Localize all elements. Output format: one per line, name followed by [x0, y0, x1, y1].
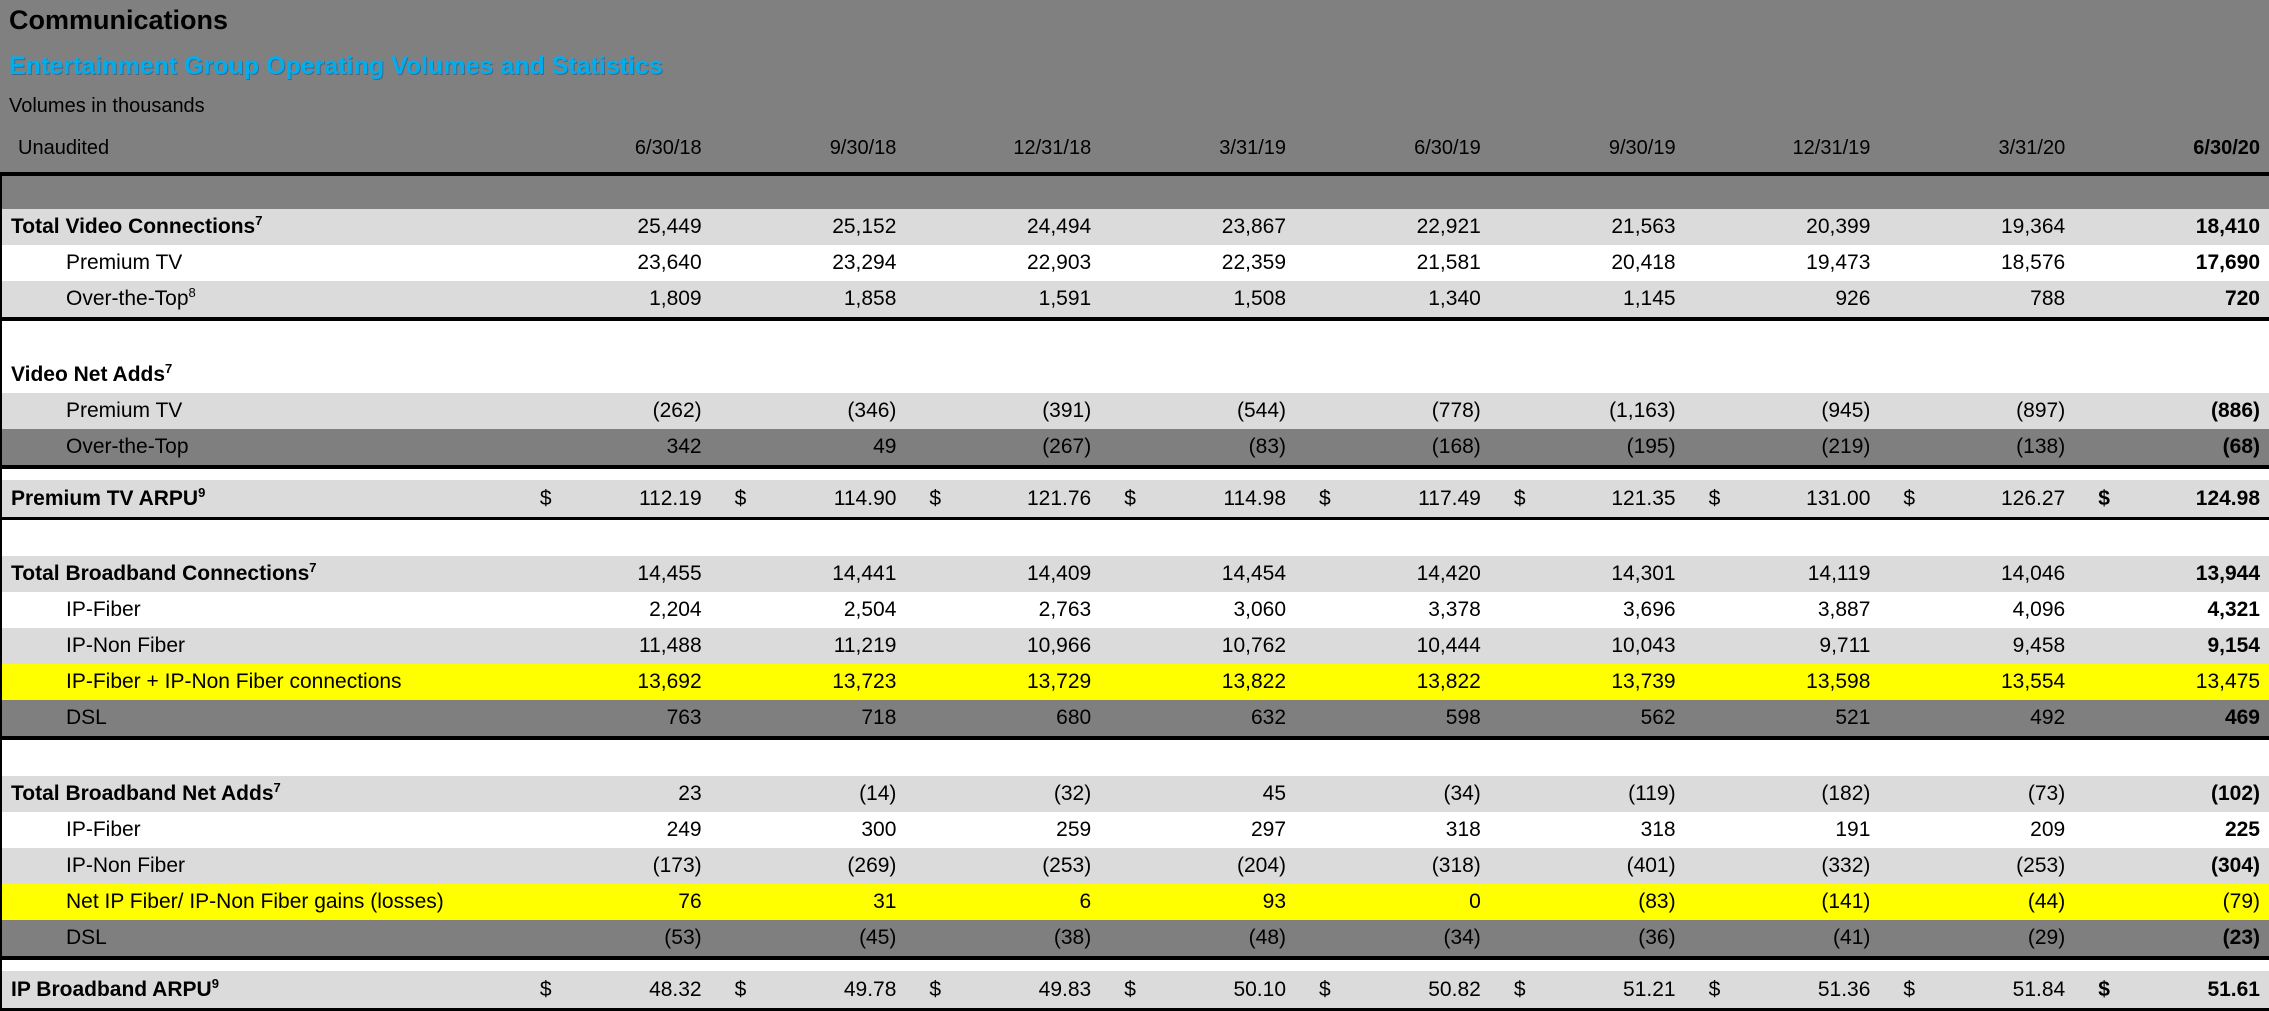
cell-value: (53) — [664, 926, 702, 949]
spacer-row — [2, 469, 2269, 480]
cell-value: (138) — [2016, 435, 2066, 458]
cell-value: 25,449 — [637, 215, 702, 238]
row-label: IP-Non Fiber — [66, 854, 186, 877]
cell-value: 680 — [1056, 706, 1092, 729]
cell-value: (14) — [859, 782, 897, 805]
cell-value: (141) — [1821, 890, 1871, 913]
spacer-row — [2, 960, 2269, 971]
row-label: Premium TV — [66, 251, 183, 274]
cell-value: 1,591 — [1038, 287, 1092, 310]
cell-number: 49.78 — [843, 978, 897, 1001]
cell-value: (34) — [1443, 926, 1481, 949]
cell-value: 225 — [2224, 818, 2260, 841]
cell-value: (44) — [2027, 890, 2066, 913]
cell-value: 18,576 — [2000, 251, 2066, 274]
cell-value: 3,696 — [1623, 598, 1676, 621]
cell-value: (346) — [847, 399, 897, 422]
cell-value: 14,301 — [1611, 562, 1676, 585]
dollar-sign: $ — [1513, 487, 1526, 510]
cell-value: (83) — [1638, 890, 1676, 913]
cell-value: (886) — [2210, 399, 2260, 422]
table-row — [2, 480, 2269, 520]
cell-value: (267) — [1042, 435, 1092, 458]
cell-value: (391) — [1042, 399, 1092, 422]
cell-value: (83) — [1248, 435, 1287, 458]
cell-number: 51.21 — [1623, 978, 1676, 1001]
cell-number: 51.84 — [2012, 978, 2066, 1001]
page-title: Communications — [9, 5, 229, 35]
cell-number: 126.27 — [2000, 487, 2066, 510]
cell-value: 22,903 — [1026, 251, 1092, 274]
cell-value: 23 — [678, 782, 702, 805]
cell-value: 1,340 — [1428, 287, 1481, 310]
row-label: IP-Non Fiber — [66, 634, 186, 657]
table-row — [2, 556, 2269, 592]
cell-value: (219) — [1821, 435, 1871, 458]
cell-value — [1879, 971, 2074, 1008]
cell-number: 114.90 — [833, 487, 897, 510]
cell-value: (1,163) — [1609, 399, 1676, 422]
dollar-sign: $ — [734, 978, 747, 1001]
cell-value: 598 — [1445, 706, 1481, 729]
cell-value — [1295, 480, 1490, 517]
cell-value: (304) — [2210, 854, 2260, 877]
cell-value: 9,711 — [1819, 634, 1871, 657]
cell-value: 342 — [666, 435, 702, 458]
column-header: 3/31/19 — [1219, 137, 1287, 159]
table-top-spacer — [2, 176, 2269, 209]
table-row — [2, 884, 2269, 920]
table-row — [2, 209, 2269, 245]
cell-number: 121.35 — [1611, 487, 1676, 510]
cell-value: (23) — [2222, 926, 2260, 949]
dollar-sign: $ — [1708, 978, 1721, 1001]
cell-value: 9,154 — [2207, 634, 2260, 657]
cell-value: 18,410 — [2195, 215, 2260, 238]
cell-value: 13,475 — [2195, 670, 2260, 693]
row-label: IP-Fiber — [66, 598, 141, 621]
row-label: Premium TV — [66, 399, 183, 422]
cell-value — [1100, 480, 1295, 517]
column-header: 9/30/18 — [829, 137, 897, 159]
dollar-sign: $ — [929, 487, 942, 510]
cell-value: (168) — [1431, 435, 1481, 458]
cell-value: 10,966 — [1026, 634, 1092, 657]
cell-value: 19,364 — [2000, 215, 2066, 238]
cell-value — [1879, 480, 2074, 517]
cell-value: (41) — [1833, 926, 1871, 949]
cell-number: 50.10 — [1233, 978, 1287, 1001]
row-label: IP Broadband ARPU$^9$ — [11, 976, 219, 1001]
cell-value: 21,563 — [1611, 215, 1676, 238]
row-label: IP-Fiber — [66, 818, 141, 841]
cell-value: (45) — [859, 926, 897, 949]
dollar-sign: $ — [1319, 487, 1331, 510]
cell-value: 14,441 — [832, 562, 897, 585]
cell-value: 23,640 — [637, 251, 702, 274]
cell-value: 13,944 — [2195, 562, 2260, 585]
cell-value: 14,420 — [1416, 562, 1481, 585]
cell-value: 13,729 — [1026, 670, 1092, 693]
cell-value: 14,409 — [1026, 562, 1092, 585]
dollar-sign: $ — [539, 487, 552, 510]
row-label: Total Broadband Connections$^7$ — [11, 560, 317, 585]
column-header: 6/30/18 — [634, 137, 702, 159]
cell-value: 17,690 — [2195, 251, 2260, 274]
cell-value: 469 — [2224, 706, 2260, 729]
cell-value: 14,046 — [2000, 562, 2066, 585]
spacer-row — [2, 321, 2269, 357]
cell-value: 259 — [1056, 818, 1092, 841]
cell-value: 720 — [2224, 287, 2260, 310]
cell-value — [711, 971, 906, 1008]
cell-value: 2,763 — [1038, 598, 1092, 621]
cell-number: 48.32 — [649, 978, 702, 1001]
cell-value: (544) — [1236, 399, 1287, 422]
cell-number: 124.98 — [2195, 487, 2260, 510]
financial-table — [0, 172, 2269, 1011]
row-label: IP-Fiber + IP-Non Fiber connections — [66, 670, 402, 693]
cell-value: 10,444 — [1416, 634, 1481, 657]
cell-number: 51.36 — [1817, 978, 1871, 1001]
cell-value: (253) — [2016, 854, 2066, 877]
row-label: Total Video Connections$^7$ — [11, 213, 263, 238]
cell-value: (119) — [1628, 782, 1676, 805]
cell-value — [1490, 971, 1685, 1008]
cell-value — [1685, 480, 1880, 517]
cell-value: 209 — [2030, 818, 2066, 841]
cell-value: 249 — [666, 818, 702, 841]
cell-value: (38) — [1053, 926, 1092, 949]
cell-value: (73) — [2027, 782, 2066, 805]
cell-value: 1,508 — [1233, 287, 1287, 310]
dollar-sign: $ — [1903, 487, 1916, 510]
cell-value: 297 — [1250, 818, 1287, 841]
cell-value: 521 — [1835, 706, 1871, 729]
cell-value: 926 — [1835, 287, 1871, 310]
table-row — [2, 429, 2269, 469]
cell-value: 31 — [873, 890, 897, 913]
dollar-sign: $ — [734, 487, 747, 510]
row-label: DSL — [66, 706, 107, 729]
cell-value: 13,554 — [2000, 670, 2066, 693]
column-header: 6/30/19 — [1414, 137, 1481, 159]
cell-number: 49.83 — [1038, 978, 1092, 1001]
unaudited-label: Unaudited — [18, 137, 110, 159]
cell-value: 76 — [678, 890, 702, 913]
cell-value: 4,321 — [2207, 598, 2260, 621]
cell-value: 300 — [861, 818, 897, 841]
cell-value: 20,418 — [1611, 251, 1676, 274]
cell-value — [516, 971, 711, 1008]
row-label: Premium TV ARPU$^9$ — [11, 485, 206, 510]
spacer-row — [2, 520, 2269, 556]
dollar-sign: $ — [1124, 487, 1136, 510]
cell-value: (945) — [1821, 399, 1871, 422]
cell-value: 20,399 — [1806, 215, 1871, 238]
cell-value: 6 — [1079, 890, 1092, 913]
cell-value: 2,204 — [649, 598, 702, 621]
cell-value: 24,494 — [1026, 215, 1092, 238]
cell-value: 13,822 — [1416, 670, 1481, 693]
row-label: DSL — [66, 926, 107, 949]
column-header: 12/31/18 — [1013, 137, 1092, 159]
dollar-sign: $ — [2098, 978, 2110, 1001]
cell-value: 1,809 — [649, 287, 702, 310]
cell-value: (32) — [1053, 782, 1092, 805]
cell-value: 21,581 — [1416, 251, 1481, 274]
cell-value: 763 — [666, 706, 702, 729]
table-row — [2, 592, 2269, 628]
table-row — [2, 281, 2269, 321]
cell-value: (778) — [1431, 399, 1481, 422]
cell-value — [1685, 971, 1880, 1008]
cell-value: (48) — [1248, 926, 1287, 949]
cell-value: (204) — [1236, 854, 1287, 877]
cell-value: (102) — [2210, 782, 2260, 805]
row-label: Over-the-Top — [66, 435, 189, 458]
volumes-note: Volumes in thousands — [9, 95, 205, 117]
table-row — [2, 628, 2269, 664]
cell-value: (173) — [652, 854, 702, 877]
dollar-sign: $ — [1708, 487, 1721, 510]
cell-number: 114.98 — [1223, 487, 1287, 510]
cell-number: 50.82 — [1428, 978, 1481, 1001]
cell-value: 25,152 — [832, 215, 897, 238]
cell-value: 13,692 — [637, 670, 702, 693]
dollar-sign: $ — [929, 978, 942, 1001]
table-row — [2, 812, 2269, 848]
cell-value: 19,473 — [1806, 251, 1871, 274]
cell-value: (318) — [1431, 854, 1481, 877]
cell-value — [905, 971, 1100, 1008]
cell-value: 93 — [1262, 890, 1287, 913]
cell-value: (195) — [1626, 435, 1676, 458]
cell-value: 191 — [1835, 818, 1871, 841]
page-subtitle: Entertainment Group Operating Volumes and Statistics — [9, 52, 663, 80]
cell-value: 3,378 — [1428, 598, 1481, 621]
cell-value — [2074, 971, 2269, 1008]
report-header — [0, 0, 2269, 162]
cell-number: 121.76 — [1026, 487, 1092, 510]
cell-value — [1490, 480, 1685, 517]
cell-value: (332) — [1821, 854, 1871, 877]
column-header: 12/31/19 — [1792, 137, 1871, 159]
cell-value: 0 — [1469, 890, 1481, 913]
row-label: Net IP Fiber/ IP-Non Fiber gains (losses) — [66, 890, 444, 913]
cell-value: 14,454 — [1221, 562, 1287, 585]
cell-value: (79) — [2222, 890, 2260, 913]
cell-number: 131.00 — [1806, 487, 1871, 510]
row-label: Video Net Adds$^7$ — [11, 361, 173, 386]
cell-value: 3,060 — [1233, 598, 1287, 621]
cell-value: 13,598 — [1806, 670, 1871, 693]
cell-value: 22,921 — [1416, 215, 1481, 238]
cell-value: (182) — [1821, 782, 1871, 805]
cell-value: 562 — [1640, 706, 1676, 729]
cell-value: 1,858 — [843, 287, 897, 310]
cell-value — [516, 480, 711, 517]
dollar-sign: $ — [1319, 978, 1331, 1001]
table-row — [2, 848, 2269, 884]
column-header: 9/30/19 — [1608, 137, 1676, 159]
table-row — [2, 776, 2269, 812]
cell-value — [905, 480, 1100, 517]
cell-value: 718 — [861, 706, 897, 729]
cell-value: 13,822 — [1221, 670, 1287, 693]
cell-value: (269) — [847, 854, 897, 877]
cell-value: 10,043 — [1611, 634, 1676, 657]
spacer-row — [2, 740, 2269, 776]
cell-value: 14,119 — [1807, 562, 1871, 585]
cell-value: 13,723 — [832, 670, 897, 693]
dollar-sign: $ — [1513, 978, 1526, 1001]
cell-value — [711, 480, 906, 517]
dollar-sign: $ — [2098, 487, 2110, 510]
cell-value: (253) — [1042, 854, 1092, 877]
cell-value: 23,867 — [1221, 215, 1287, 238]
cell-value: 3,887 — [1817, 598, 1871, 621]
cell-value: 2,504 — [843, 598, 897, 621]
dollar-sign: $ — [1903, 978, 1916, 1001]
cell-value: 318 — [1445, 818, 1481, 841]
table-row — [2, 245, 2269, 281]
cell-value: 14,455 — [637, 562, 702, 585]
cell-number: 51.61 — [2207, 978, 2260, 1001]
cell-value: (29) — [2027, 926, 2066, 949]
cell-value: 22,359 — [1221, 251, 1287, 274]
column-header: 3/31/20 — [1998, 137, 2066, 159]
cell-value — [1100, 971, 1295, 1008]
table-row — [2, 393, 2269, 429]
cell-value: 13,739 — [1611, 670, 1676, 693]
row-label: Total Broadband Net Adds$^7$ — [11, 780, 281, 805]
cell-value: 318 — [1640, 818, 1676, 841]
cell-value: (34) — [1443, 782, 1481, 805]
cell-value: 788 — [2030, 287, 2066, 310]
table-row — [2, 971, 2269, 1011]
cell-value: (68) — [2222, 435, 2260, 458]
row-label: Over-the-Top$^8$ — [66, 285, 196, 310]
table-row — [2, 700, 2269, 740]
cell-value: 49 — [873, 435, 897, 458]
cell-value: 45 — [1262, 782, 1287, 805]
cell-value: (897) — [2016, 399, 2066, 422]
cell-value: 11,488 — [638, 634, 702, 657]
cell-value — [1295, 971, 1490, 1008]
cell-value: (401) — [1626, 854, 1676, 877]
cell-value: 632 — [1250, 706, 1287, 729]
dollar-sign: $ — [1124, 978, 1136, 1001]
cell-value: 11,219 — [833, 634, 897, 657]
column-header: 6/30/20 — [2193, 137, 2260, 159]
cell-value: 10,762 — [1221, 634, 1287, 657]
cell-value — [2074, 480, 2269, 517]
table-row — [2, 357, 2269, 393]
cell-value: 23,294 — [832, 251, 897, 274]
cell-value: 9,458 — [2012, 634, 2066, 657]
cell-number: 117.49 — [1418, 487, 1481, 510]
cell-value: 1,145 — [1623, 287, 1676, 310]
cell-value: (36) — [1638, 926, 1676, 949]
table-row — [2, 664, 2269, 700]
cell-number: 112.19 — [638, 487, 702, 510]
table-row — [2, 920, 2269, 960]
cell-value: (262) — [652, 399, 702, 422]
dollar-sign: $ — [539, 978, 552, 1001]
cell-value: 4,096 — [2012, 598, 2066, 621]
header-row — [9, 127, 2269, 162]
cell-value: 492 — [2030, 706, 2066, 729]
